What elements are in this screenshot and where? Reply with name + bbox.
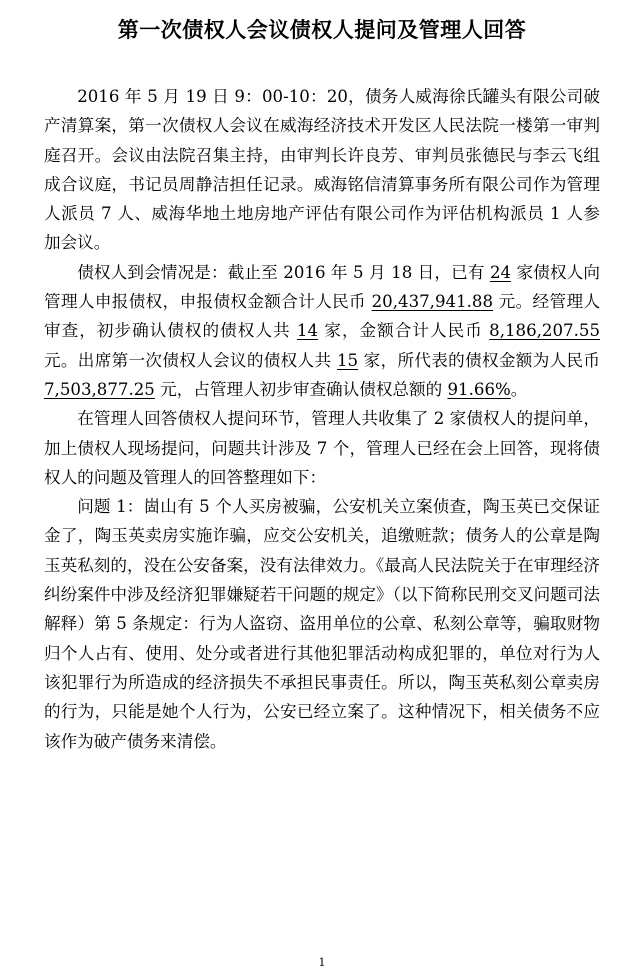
attendance-text: 元。经管理人审查，初步确认债权的债权人共 [44,292,600,341]
attendance-text: 家，金额合计人民币 [318,321,490,341]
paragraph-creditor-attendance [44,258,600,404]
attendance-text: 家，所代表的债权金额为人民币 [358,350,600,370]
paragraph-question-1: 问题 1：崮山有 5 个人买房被骗，公安机关立案侦查，陶玉英已交保证金了，陶玉英卖房实施诈骗，应交公安机关，追缴赃款；债务人的公章是陶玉英私刻的，没在公安备案，没有法律效力。《最高人民法院关于在审理经济纠纷案件中涉及经济犯罪嫌疑若干问题的规定》（以下简称民刑交叉问题司法解释）第 5 条规定：行为人盗窃、盗用单位的公章、私刻公章等，骗取财物归个人占有、使用、处分或者进行其他犯罪活动构成犯罪的，单位对行为人该犯罪行为所造成的经济损失不承担民事责任。所以，陶玉英私刻公章卖房的行为，只能是她个人行为，公安已经立案了。这种情况下，相关债务不应该作为破产债务来清偿。 [44,497,600,751]
document-body [44,82,600,756]
declared-creditor-count: 24 [489,262,512,282]
attendance-text: 债权人到会情况是：截止至 2016 年 5 月 18 日，已有 [77,262,490,282]
attendance-text: 元。出席第一次债权人会议的债权人共 [44,350,337,370]
attendance-text: 家债权人向管理人申报债权，申报债权金额合计人民币 [44,262,600,312]
attending-claim-percent: 91.66% [447,379,511,399]
attending-claim-amount: 7,503,877.25 [44,379,155,399]
attending-creditor-count: 15 [336,350,359,370]
declared-claim-amount: 20,437,941.88 [371,292,494,312]
confirmed-claim-amount: 8,186,207.55 [489,321,600,341]
attendance-text: 。 [510,379,528,399]
paragraph-meeting-info: 2016 年 5 月 19 日 9：00-10：20，债务人威海徐氏罐头有限公司破产清算案，第一次债权人会议在威海经济技术开发区人民法院一楼第一审判庭召开。会议由法院召集主持，由审判长许良芳、审判员张德民与李云飞组成合议庭，书记员周静洁担任记录。威海铭信清算事务所有限公司作为管理人派员 7 人、威海华地土地房地产评估有限公司作为评估机构派员 1 人参加会议。 [44,87,600,253]
document-title: 第一次债权人会议债权人提问及管理人回答 [117,18,527,42]
attendance-text: 元，占管理人初步审查确认债权总额的 [154,379,448,399]
paragraph-question-session: 在管理人回答债权人提问环节，管理人共收集了 2 家债权人的提问单，加上债权人现场提问，问题共计涉及 7 个，管理人已经在会上回答，现将债权人的问题及管理人的回答整理如下： [44,409,600,487]
confirmed-creditor-count: 14 [296,321,319,341]
page-number: 1 [318,956,326,969]
